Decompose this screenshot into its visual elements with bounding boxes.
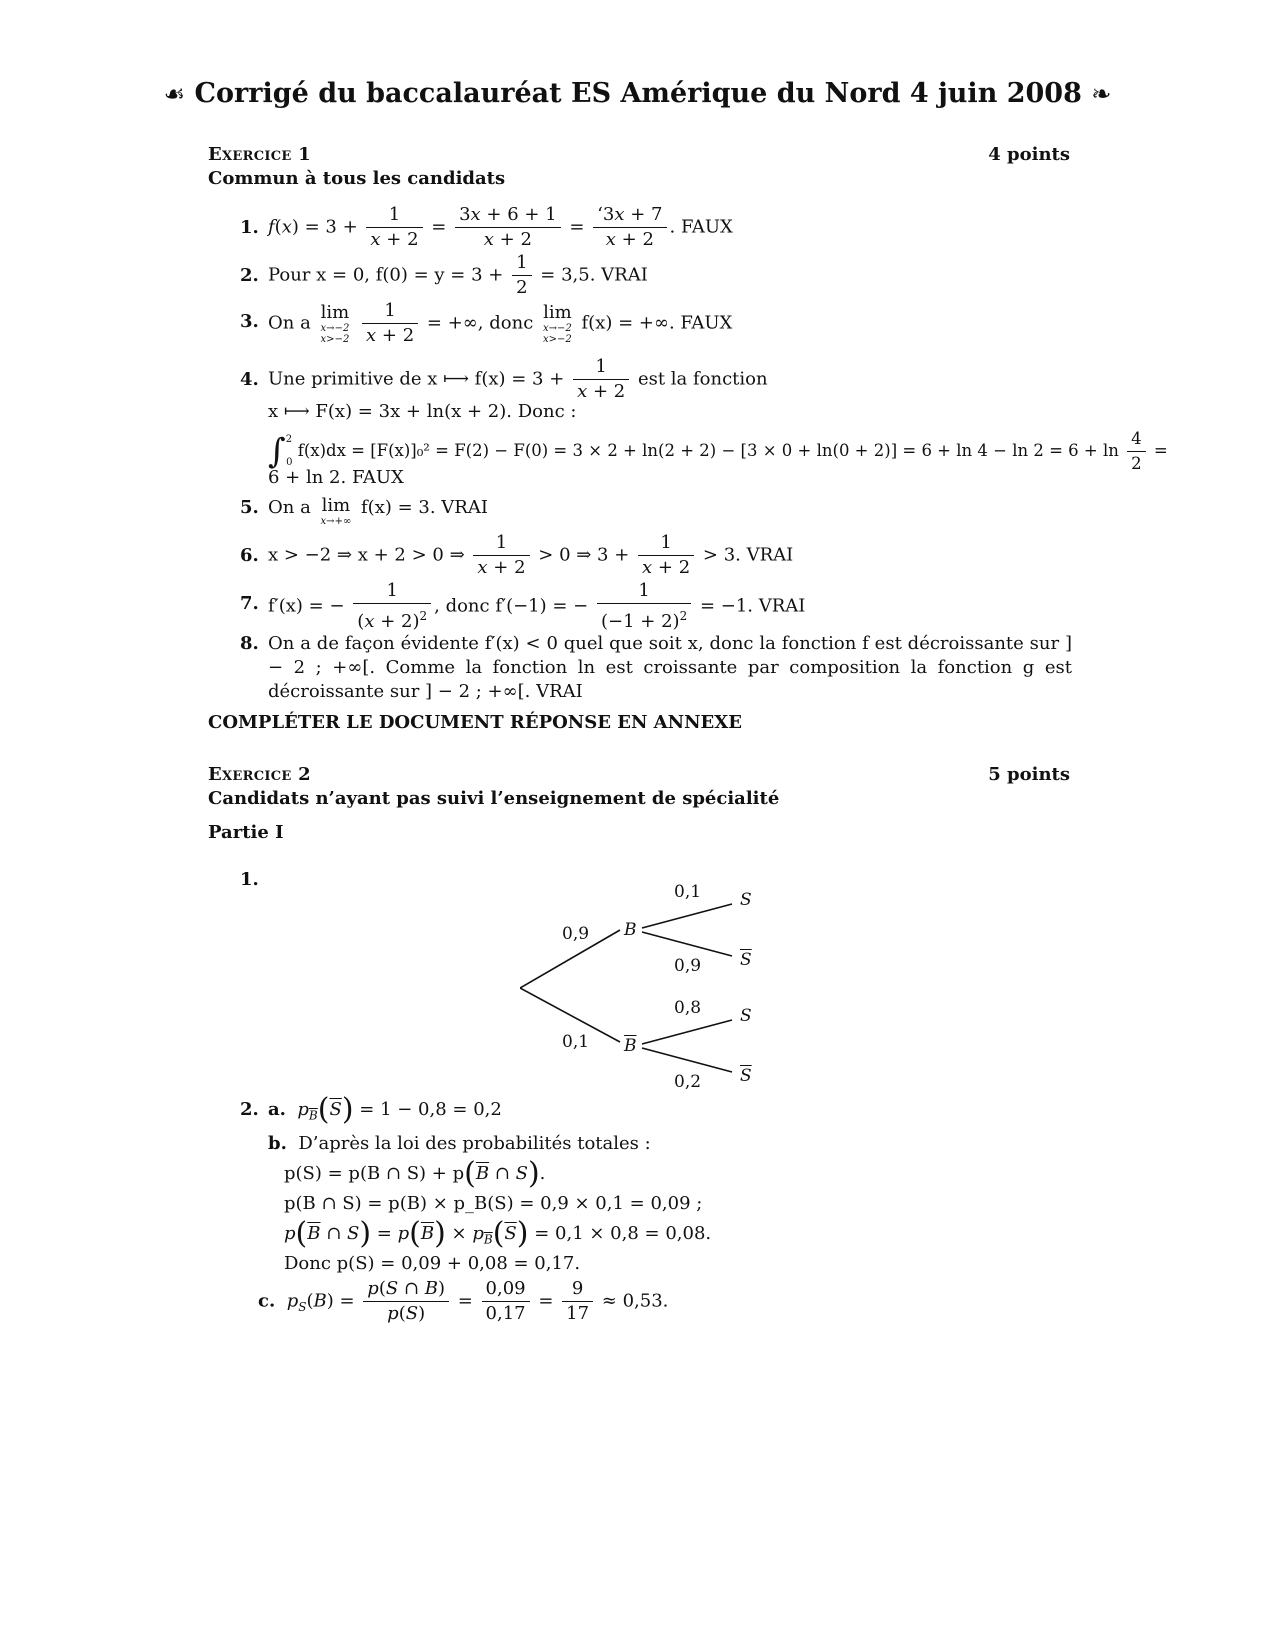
item-number: 1.	[240, 217, 259, 238]
sub-label-c: c.	[258, 1290, 276, 1312]
item-body: c. $p_S(B)$ = $\frac{p(S \cap B)}{p(S)}$ = $\frac{0,09}{0,17}$ = $\frac{9}{17}$ ≈ 0,53.	[258, 1278, 669, 1324]
item-body: a. $p_{\overline{B}}(\overline{S}) = 1 - 0,8 = 0,2$	[268, 1092, 502, 1127]
item-number: 8.	[240, 633, 259, 654]
prob-S-given-B-bar: 0,8	[674, 998, 702, 1018]
title-text: Corrigé du baccalauréat ES Amérique du Nord 4 juin 2008	[194, 78, 1082, 109]
exercise2-question-2b	[240, 1132, 1072, 1162]
exercise1-item-1	[240, 204, 1072, 254]
item-3-start: On a	[268, 312, 311, 334]
item-5-start: On a	[268, 497, 311, 518]
q2b-line3: p(B ∩ S) = p(B) × p_B(S) = 0,9 × 0,1 = 0,09 ;	[284, 1193, 703, 1214]
item-3-mid: = +∞, donc	[426, 312, 534, 334]
item-number: 6.	[240, 545, 259, 566]
item-body: Pour x = 0, f(0) = y = 3 + $\frac{1}{2}$ = 3,5. VRAI	[268, 252, 648, 298]
item-7-end: = −1. VRAI	[699, 595, 806, 617]
item-body: Une primitive de x ⟼ f(x) = 3 + $\frac{1}{x + 2}$ est la fonction	[268, 356, 768, 402]
exercise2-label: Exercice 2	[208, 764, 311, 785]
item-number: 5.	[240, 497, 259, 518]
exercise1-item-4	[240, 356, 1168, 492]
exercise1-item-6	[240, 532, 1072, 582]
prob-S-bar-given-B-bar: 0,2	[674, 1072, 702, 1092]
item-7-start: f′(x) = −	[268, 595, 345, 617]
leaf-S-bar-2: $\overline{S}$	[740, 1066, 752, 1086]
exercise1-instruction: COMPLÉTER LE DOCUMENT RÉPONSE EN ANNEXE	[208, 712, 742, 733]
q2b-line2: p(S) = p(B ∩ $S) + p(\overline{B}$ ∩ S).	[284, 1156, 546, 1191]
exercise1-item-7	[240, 580, 1072, 630]
exercise2-points: 5 points	[988, 764, 1070, 785]
leaf-S-2: S	[740, 1006, 752, 1026]
q2c-end: ≈ 0,53.	[601, 1290, 669, 1312]
item-number: 2.	[240, 265, 259, 286]
item-6-start: x > −2 ⇒ x + 2 > 0 ⇒	[268, 544, 465, 566]
tree-branches	[520, 870, 800, 1100]
exercise2-part: Partie I	[208, 822, 284, 843]
exercise1-header	[208, 144, 1070, 165]
item-7-mid: , donc f′(−1) = −	[434, 595, 589, 617]
item-body: On a lim x→+∞ f(x) = 3. VRAI	[268, 495, 488, 527]
node-B-bar: $\overline{B}$	[624, 1036, 637, 1056]
item-body: f′(x) = − $\frac{1}{(x + 2)^2}$ , donc f′(−1) = − $\frac{1}{(-1 + 2)^2}$ = −1. VRAI	[268, 580, 806, 632]
item-1-verdict: . FAUX	[669, 216, 733, 238]
item-number: 7.	[240, 593, 259, 614]
prob-S-given-B: 0,1	[674, 882, 702, 902]
leaf-S-bar-1: $\overline{S}$	[740, 950, 752, 970]
item-number: 1.	[240, 869, 259, 890]
item-body: x > −2 ⇒ x + 2 > 0 ⇒ $\frac{1}{x + 2}$ > 0 ⇒ 3 + $\frac{1}{x + 2}$ > 3. VRAI	[268, 532, 794, 578]
exercise2-question-2c	[240, 1278, 1072, 1328]
item-5-end: f(x) = 3. VRAI	[361, 497, 488, 518]
page-title	[0, 78, 1275, 109]
prob-B: 0,9	[562, 924, 590, 944]
sub-label-a: a.	[268, 1099, 286, 1120]
item-6-end: > 3. VRAI	[702, 544, 794, 566]
exercise1-points: 4 points	[988, 144, 1070, 165]
item-number: 4.	[240, 369, 259, 390]
item-4-start: Une primitive de x ⟼ f(x) = 3 +	[268, 368, 565, 390]
item-2-end: = 3,5. VRAI	[540, 264, 648, 286]
item-body: On a lim x→−2 x>−2 $\frac{1}{x + 2}$ = +∞, donc lim x→−2 x>−2 f(x) = +∞. FAUX	[268, 300, 733, 346]
exercise1-item-8	[240, 632, 1072, 706]
leaf-S-1: S	[740, 890, 752, 910]
item-3-end: f(x) = +∞. FAUX	[581, 312, 733, 334]
item-6-mid: > 0 ⇒ 3 +	[538, 544, 630, 566]
item-number: 3.	[240, 311, 259, 332]
exercise1-label: Exercice 1	[208, 144, 311, 165]
exercise2-audience: Candidats n’ayant pas suivi l’enseignement de spécialité	[208, 788, 780, 809]
node-B: B	[624, 920, 637, 940]
ornament-left-icon: ☙	[163, 80, 186, 108]
q2a-text: = 1 − 0,8 = 0,2	[359, 1099, 502, 1120]
q2b-line1: D’après la loi des probabilités totales :	[298, 1133, 651, 1154]
exercise1-item-2	[240, 252, 1072, 302]
q2b-line5: Donc p(S) = 0,09 + 0,08 = 0,17.	[284, 1253, 581, 1274]
item-4-line3: ∫$^2$0 f(x)dx = [F(x)]₀² = F(2) − F(0) = 3 × 2 + ln(2 + 2) − [3 × 0 + ln(0 + 2)] = 6 + ln 4 − ln 2 = 6 + ln $\frac{4}{2}$ =	[268, 429, 1168, 473]
item-number: 2.	[240, 1099, 259, 1120]
sub-label-b: b.	[268, 1133, 287, 1154]
probability-tree	[520, 870, 800, 1100]
exercise1-item-5	[240, 496, 1072, 528]
prob-S-bar-given-B: 0,9	[674, 956, 702, 976]
q2b-line4: $p(\overline{B}$ ∩ $S) = p(\overline{B}) \times p_{\overline{B}}(\overline{S}) = 0,1 \times 0,8 = 0,08$.	[284, 1216, 712, 1251]
exercise1-audience: Commun à tous les candidats	[208, 168, 506, 189]
exercise2-question-2a	[240, 1092, 1072, 1128]
ornament-right-icon: ❧	[1091, 80, 1112, 108]
item-4-line2: x ⟼ F(x) = 3x + ln(x + 2). Donc :	[268, 401, 577, 422]
exercise1-item-3	[240, 300, 1072, 354]
prob-B-bar: 0,1	[562, 1032, 590, 1052]
item-body: f(x) = 3 + $\frac{1}{x + 2}$ = $\frac{3x + 6 + 1}{x + 2}$ = $\frac{‘3x + 7}{x + 2}$ . FAUX	[268, 204, 733, 250]
exercise2-header	[208, 764, 1070, 785]
item-body	[268, 1132, 1072, 1156]
item-2-text: Pour x = 0, f(0) = y = 3 +	[268, 264, 504, 286]
item-4-end: est la fonction	[637, 368, 768, 390]
item-8-text: On a de façon évidente f′(x) < 0 quel que soit x, donc la fonction f est décroissante sur ] − 2 ; +∞[. Comme la fonction ln est croissante par composition la fonction g est décroissante sur ] − 2 ; +∞[. VRAI	[268, 633, 1072, 702]
item-4-line4: 6 + ln 2. FAUX	[268, 467, 404, 488]
